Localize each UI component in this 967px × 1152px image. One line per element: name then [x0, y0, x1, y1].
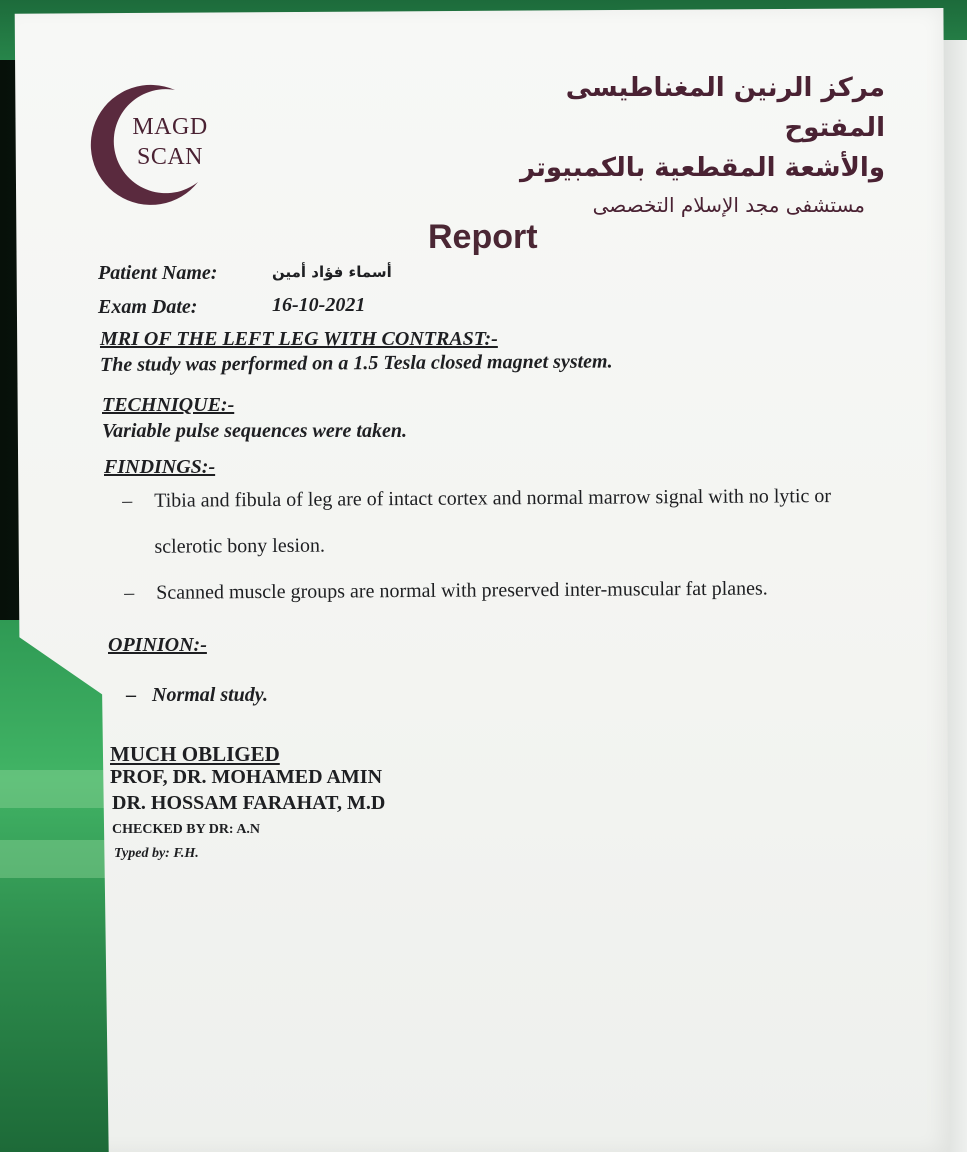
finding-item [124, 565, 884, 616]
technique-text: Variable pulse sequences were taken. [102, 420, 407, 442]
exam-date-label: Exam Date: [98, 296, 198, 318]
exam-date-value: 16-10-2021 [272, 294, 366, 316]
finding-text: Scanned muscle groups are normal with preserved inter-muscular fat planes. [156, 577, 768, 604]
logo-text [120, 112, 220, 172]
logo-line-2: SCAN [136, 144, 204, 170]
finding-text: Tibia and fibula of leg are of intact cortex and normal marrow signal with no lytic or sclerotic bony lesion. [154, 485, 832, 558]
technique-heading: TECHNIQUE:- [102, 394, 235, 416]
opinion-heading: OPINION:- [108, 634, 207, 656]
signature-checked-by: CHECKED BY DR: A.N [112, 822, 261, 837]
arabic-header-line-2: والأشعة المقطعية بالكمبيوتر [519, 153, 885, 183]
mri-text: The study was performed on a 1.5 Tesla closed magnet system. [99, 350, 613, 376]
opinion-text: Normal study. [152, 684, 268, 706]
finding-dash: – [124, 581, 135, 604]
patient-name-value: أسماء فؤاد أمين [272, 263, 392, 281]
signature-typed-by: Typed by: F.H. [114, 846, 199, 861]
opinion-item [126, 684, 268, 707]
signature-closing: MUCH OBLIGED [110, 742, 280, 766]
signature-doctor-2: DR. HOSSAM FARAHAT, M.D [112, 792, 386, 814]
finding-dash: – [122, 489, 133, 512]
arabic-header-line-3: مستشفى مجد الإسلام التخصصى [592, 193, 865, 217]
arabic-header-line-1: مركز الرنين المغناطيسى المفتوح [565, 73, 885, 143]
logo-line-1: MAGD [132, 114, 208, 140]
opinion-dash: – [126, 684, 136, 706]
arabic-header [465, 68, 885, 222]
signature-doctor-1: PROF, DR. MOHAMED AMIN [110, 766, 383, 788]
report-title: Report [428, 218, 538, 256]
findings-heading: FINDINGS:- [104, 456, 216, 478]
finding-item [122, 473, 883, 570]
mri-heading: MRI OF THE LEFT LEG WITH CONTRAST:- [100, 328, 498, 350]
patient-name-label: Patient Name: [98, 262, 218, 284]
